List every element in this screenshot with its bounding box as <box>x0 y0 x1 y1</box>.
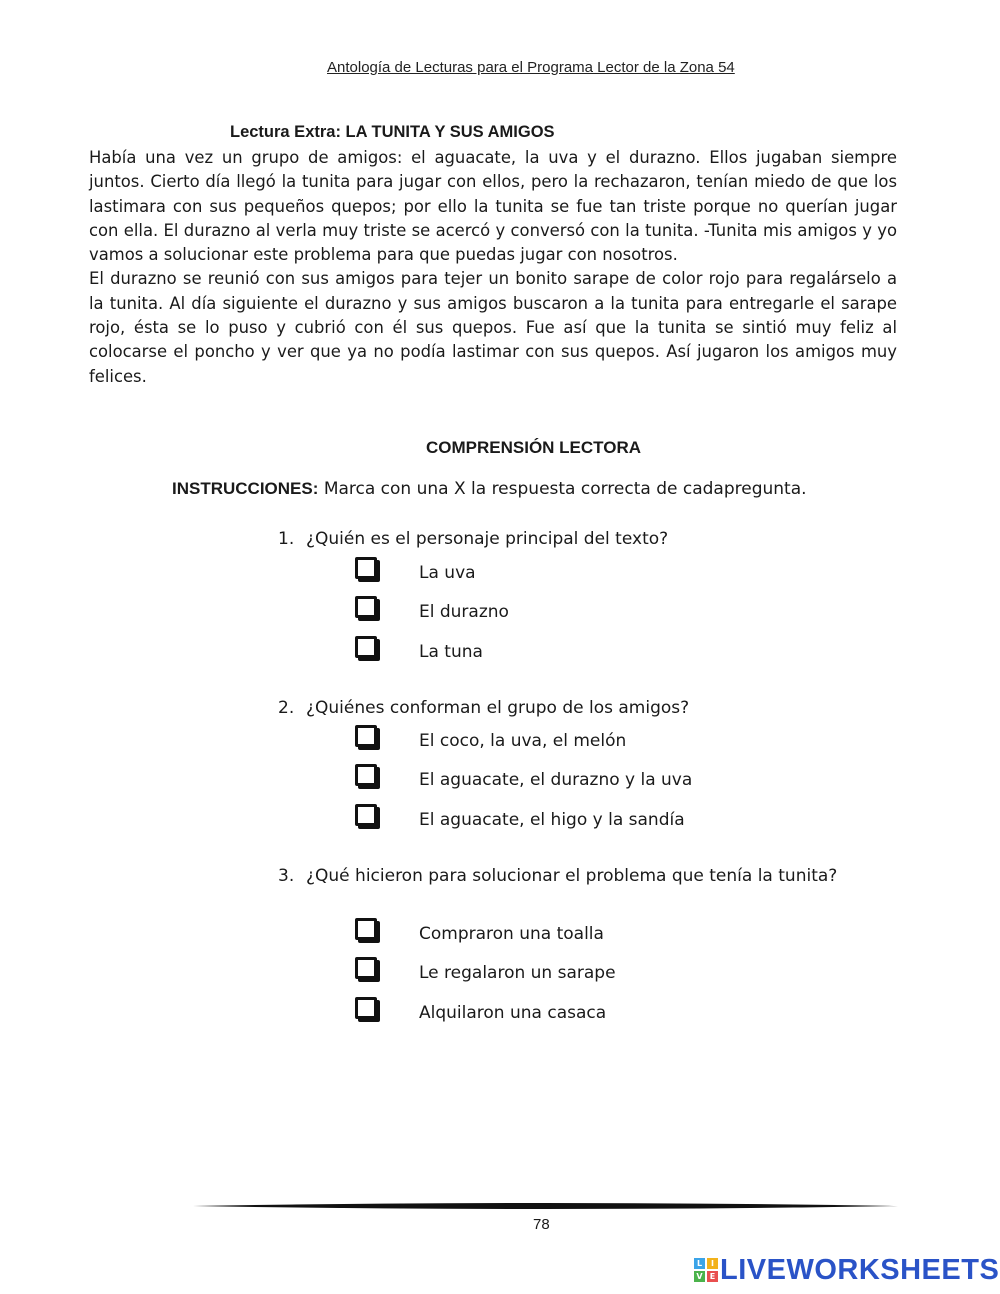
answer-checkbox[interactable] <box>355 918 377 940</box>
answer-checkbox[interactable] <box>355 596 377 618</box>
option-label: La tuna <box>419 642 483 662</box>
question-text: ¿Qué hicieron para solucionar el problema que tenía la tunita? <box>306 866 838 886</box>
reading-title: Lectura Extra: LA TUNITA Y SUS AMIGOS <box>230 123 555 141</box>
option-label: El durazno <box>419 602 509 622</box>
instructions <box>172 479 807 499</box>
document-header: Antología de Lecturas para el Programa Lector de la Zona 54 <box>327 59 735 76</box>
question-number: 1. <box>278 529 295 549</box>
logo-letter: E <box>707 1271 718 1282</box>
page-number: 78 <box>533 1216 550 1233</box>
answer-checkbox[interactable] <box>355 997 377 1019</box>
instructions-label: INSTRUCCIONES: <box>172 479 319 498</box>
option-label: La uva <box>419 563 476 583</box>
reading-paragraph: El durazno se reunió con sus amigos para tejer un bonito sarape de color rojo para regalárselo a la tunita. Al día siguiente el durazno y sus amigos buscaron a la tunita para entregarle el sarape rojo, ésta se lo puso y cubrió con él sus quepos. Fue así que la tunita se sintió muy feliz al colocarse el poncho y ver que ya no podía lastimar con sus quepos. Así jugaron los amigos muy felices. <box>89 269 897 386</box>
answer-checkbox[interactable] <box>355 636 377 658</box>
option-label: Le regalaron un sarape <box>419 963 616 983</box>
reading-text <box>89 146 897 389</box>
liveworksheets-logo <box>694 1253 999 1287</box>
question-text: ¿Quién es el personaje principal del texto? <box>306 529 669 549</box>
option-label: El aguacate, el durazno y la uva <box>419 770 693 790</box>
reading-paragraph: Había una vez un grupo de amigos: el aguacate, la uva y el durazno. Ellos jugaban siempre juntos. Cierto día llegó la tunita para jugar con ellos, pero la rechazaron, tenían miedo de que los lastimara con sus pequeños quepos; por ello la tunita se fue tan triste porque no querían jugar con ella. El durazno al verla muy triste se acercó y conversó con la tunita. -Tunita mis amigos y yo vamos a solucionar este problema para que puedas jugar con nosotros. <box>89 148 897 265</box>
answer-checkbox[interactable] <box>355 764 377 786</box>
question-3 <box>278 864 848 888</box>
answer-checkbox[interactable] <box>355 804 377 826</box>
footer-divider <box>193 1198 898 1214</box>
option-label: El coco, la uva, el melón <box>419 731 627 751</box>
question-text: ¿Quiénes conforman el grupo de los amigos? <box>306 698 690 718</box>
question-number: 3. <box>278 866 295 886</box>
option-label: Alquilaron una casaca <box>419 1003 607 1023</box>
option-label: El aguacate, el higo y la sandía <box>419 810 685 830</box>
logo-letter: V <box>694 1271 705 1282</box>
question-2 <box>278 696 848 720</box>
answer-checkbox[interactable] <box>355 557 377 579</box>
option-label: Compraron una toalla <box>419 924 604 944</box>
logo-letter: I <box>707 1258 718 1269</box>
question-1 <box>278 527 848 551</box>
comprehension-title: COMPRENSIÓN LECTORA <box>426 438 642 457</box>
instructions-text: Marca con una X la respuesta correcta de cadapregunta. <box>323 479 807 499</box>
logo-letter: L <box>694 1258 705 1269</box>
brand-name: LIVEWORKSHEETS <box>720 1253 1000 1286</box>
answer-checkbox[interactable] <box>355 725 377 747</box>
logo-icon <box>694 1258 718 1282</box>
answer-checkbox[interactable] <box>355 957 377 979</box>
question-number: 2. <box>278 698 295 718</box>
